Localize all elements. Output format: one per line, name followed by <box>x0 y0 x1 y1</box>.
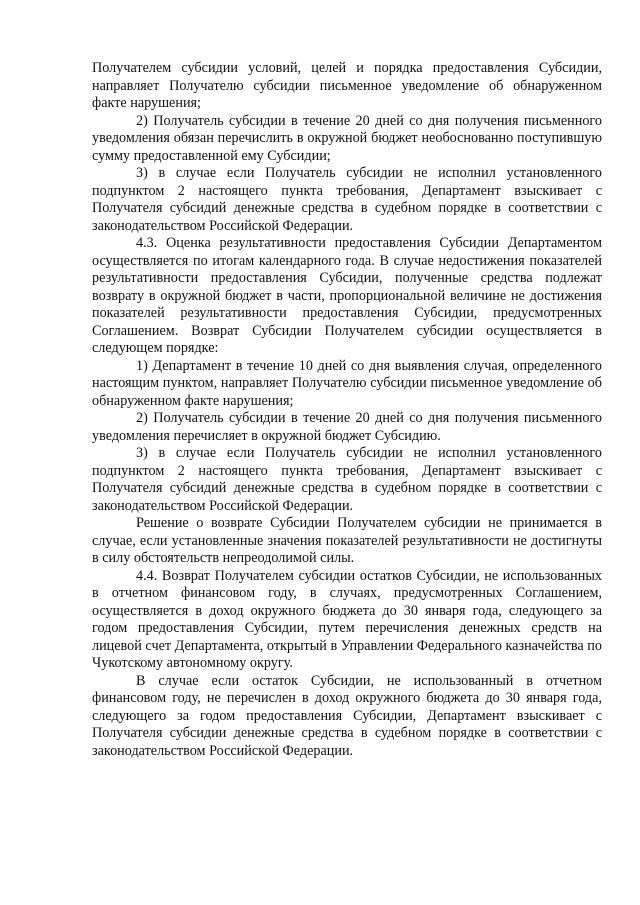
paragraph-repayment-item-3: 3) в случае если Получатель субсидии не исполнил установленного подпунктом 2 настоящего пункта требования, Департамент взыскивает с Получателя субсидий денежные средства в судебном порядке в соответствии с законодательством Российской Федерации. <box>92 165 602 234</box>
paragraph-unreturned-balance: В случае если остаток Субсидии, не использованный в отчетном финансовом году, не перечислен в доход окружного бюджета до 30 января года, следующего за годом предоставления Субсидии, Департамент взыскивает с Получателя субсидии денежные средства в судебном порядке в соответствии с законодательством Российской Федерации. <box>92 672 602 759</box>
paragraph-repayment-item-2: 2) Получатель субсидии в течение 20 дней со дня получения письменного уведомления обязан перечислить в окружной бюджет необоснованно поступившую сумму предоставленной ему Субсидии; <box>92 112 602 164</box>
document-body <box>92 60 602 760</box>
paragraph-return-item-2: 2) Получатель субсидии в течение 20 дней со дня получения письменного уведомления перечисляет в окружной бюджет Субсидию. <box>92 410 602 444</box>
paragraph-section-4-4: 4.4. Возврат Получателем субсидии остатков Субсидии, не использованных в отчетном финансовом году, в случаях, предусмотренных Соглашением, осуществляется в доход окружного бюджета до 30 января года, следующего за годом предоставления Субсидии, путем перечисления денежных средств на лицевой счет Департамента, открытый в Управлении Федерального казначейства по Чукотскому автономному округу. <box>92 567 602 671</box>
paragraph-section-4-3: 4.3. Оценка результативности предоставления Субсидии Департаментом осуществляется по итогам календарного года. В случае недостижения показателей результативности предоставления Субсидии, полученные средства подлежат возврату в окружной бюджет в части, пропорциональной величине не достижения показателей результативности предоставления Субсидии, предусмотренных Соглашением. Возврат Субсидии Получателем субсидии осуществляется в следующем порядке: <box>92 235 602 356</box>
paragraph-return-item-3: 3) в случае если Получатель субсидии не исполнил установленного подпунктом 2 настоящего пункта требования, Департамент взыскивает с Получателя субсидий денежные средства в судебном порядке в соответствии с законодательством Российской Федерации. <box>92 445 602 514</box>
paragraph-force-majeure: Решение о возврате Субсидии Получателем субсидии не принимается в случае, если установленные значения показателей результативности не достигнуты в силу обстоятельств непреодолимой силы. <box>92 515 602 566</box>
paragraph-violation-notice: Получателем субсидии условий, целей и порядка предоставления Субсидии, направляет Получателю субсидии письменное уведомление об обнаруженном факте нарушения; <box>92 60 602 111</box>
paragraph-return-item-1: 1) Департамент в течение 10 дней со дня выявления случая, определенного настоящим пунктом, направляет Получателю субсидии письменное уведомление об обнаруженном факте нарушения; <box>92 357 602 409</box>
